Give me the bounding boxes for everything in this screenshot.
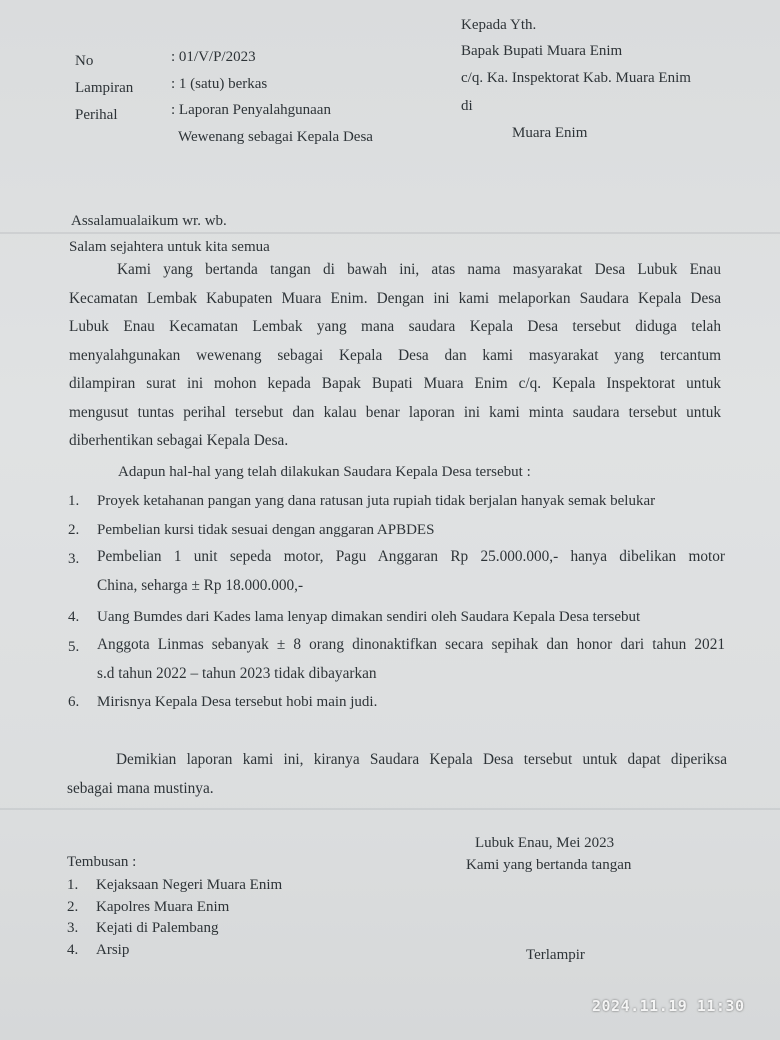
list-item-text [97,631,725,688]
attachment-note: Terlampir [526,947,585,963]
list-item-line: Anggota Linmas sebanyak ± 8 orang dinonaktifkan secara sepihak dan honor dari tahun 2021 [97,636,725,653]
list-item-text [97,543,725,600]
paragraph-line: Kecamatan Lembak Kabupaten Muara Enim. Dengan ini kami melaporkan Saudara Kepala Desa [69,289,721,307]
paragraph-line: mengusut tuntas perihal tersebut dan kalau benar laporan ini kami minta saudara tersebut untuk [69,403,721,421]
closing-line: sebagai mana mustinya. [67,779,214,797]
list-item-text: Uang Bumdes dari Kades lama lenyap dimakan sendiri oleh Saudara Kepala Desa tersebut [97,609,641,625]
cc-item: Kapolres Muara Enim [96,899,230,915]
signer-label: Kami yang bertanda tangan [466,857,632,873]
cc-item: Kejaksaan Negeri Muara Enim [96,877,283,893]
paragraph-line: Kami yang bertanda tangan di bawah ini, atas nama masyarakat Desa Lubuk Enau [117,261,721,278]
list-item-line: China, seharga ± Rp 18.000.000,- [97,576,304,594]
list-item-line: Pembelian 1 unit sepeda motor, Pagu Anggaran Rp 25.000.000,- hanya dibelikan motor [97,548,725,565]
closing-line: Demikian laporan kami ini, kiranya Saudara Kepala Desa tersebut untuk dapat diperiksa [116,751,727,768]
recipient-salutation: Kepada Yth. [461,17,537,33]
greeting-line2: Salam sejahtera untuk kita semua [69,239,270,255]
perihal-value-2: Wewenang sebagai Kepala Desa [178,129,373,145]
lampiran-label: Lampiran [75,80,134,96]
list-item-text: Proyek ketahanan pangan yang dana ratusan juta rupiah tidak berjalan hanyak semak belukar [97,493,656,509]
cc-number: 3. [67,920,79,936]
paragraph-line: Lubuk Enau Kecamatan Lembak yang mana saudara Kepala Desa tersebut diduga telah [69,318,721,335]
perihal-label: Perihal [75,107,118,123]
recipient-line1: Bapak Bupati Muara Enim [461,43,623,59]
cc-number: 1. [67,877,79,893]
paragraph-line: dilampiran surat ini mohon kepada Bapak Bupati Muara Enim c/q. Kepala Inspektorat untuk [69,375,721,392]
body-paragraph [69,256,721,456]
list-item-text: Pembelian kursi tidak sesuai dengan anggaran APBDES [97,522,435,538]
list-intro: Adapun hal-hal yang telah dilakukan Saudara Kepala Desa tersebut : [118,464,531,480]
list-item-text: Mirisnya Kepala Desa tersebut hobi main judi. [97,694,378,710]
list-number: 4. [68,609,80,625]
list-number: 6. [68,694,80,710]
list-number: 1. [68,493,80,509]
list-number: 5. [68,639,80,655]
closing-paragraph [67,746,727,803]
lampiran-value: : 1 (satu) berkas [171,76,268,92]
cc-number: 4. [67,942,79,958]
recipient-place: Muara Enim [512,125,588,141]
cc-title: Tembusan : [67,854,137,870]
photo-timestamp: 2024.11.19 11:30 [592,997,745,1015]
list-number: 2. [68,522,80,538]
cc-item: Kejati di Palembang [96,920,219,936]
recipient-line2: c/q. Ka. Inspektorat Kab. Muara Enim [461,70,691,86]
no-label: No [75,53,94,69]
list-item-line: s.d tahun 2022 – tahun 2023 tidak dibayarkan [97,664,377,682]
place-date: Lubuk Enau, Mei 2023 [475,835,615,851]
paragraph-line: menyalahgunakan wewenang sebagai Kepala Desa dan kami masyarakat yang tercantum [69,346,721,364]
list-number: 3. [68,551,80,567]
cc-item: Arsip [96,942,130,958]
perihal-value-1: : Laporan Penyalahgunaan [171,102,331,118]
recipient-di: di [461,98,473,114]
paragraph-line: diberhentikan sebagai Kepala Desa. [69,432,289,449]
cc-number: 2. [67,899,79,915]
greeting-line1: Assalamualaikum wr. wb. [71,213,227,229]
no-value: : 01/V/P/2023 [171,49,256,65]
